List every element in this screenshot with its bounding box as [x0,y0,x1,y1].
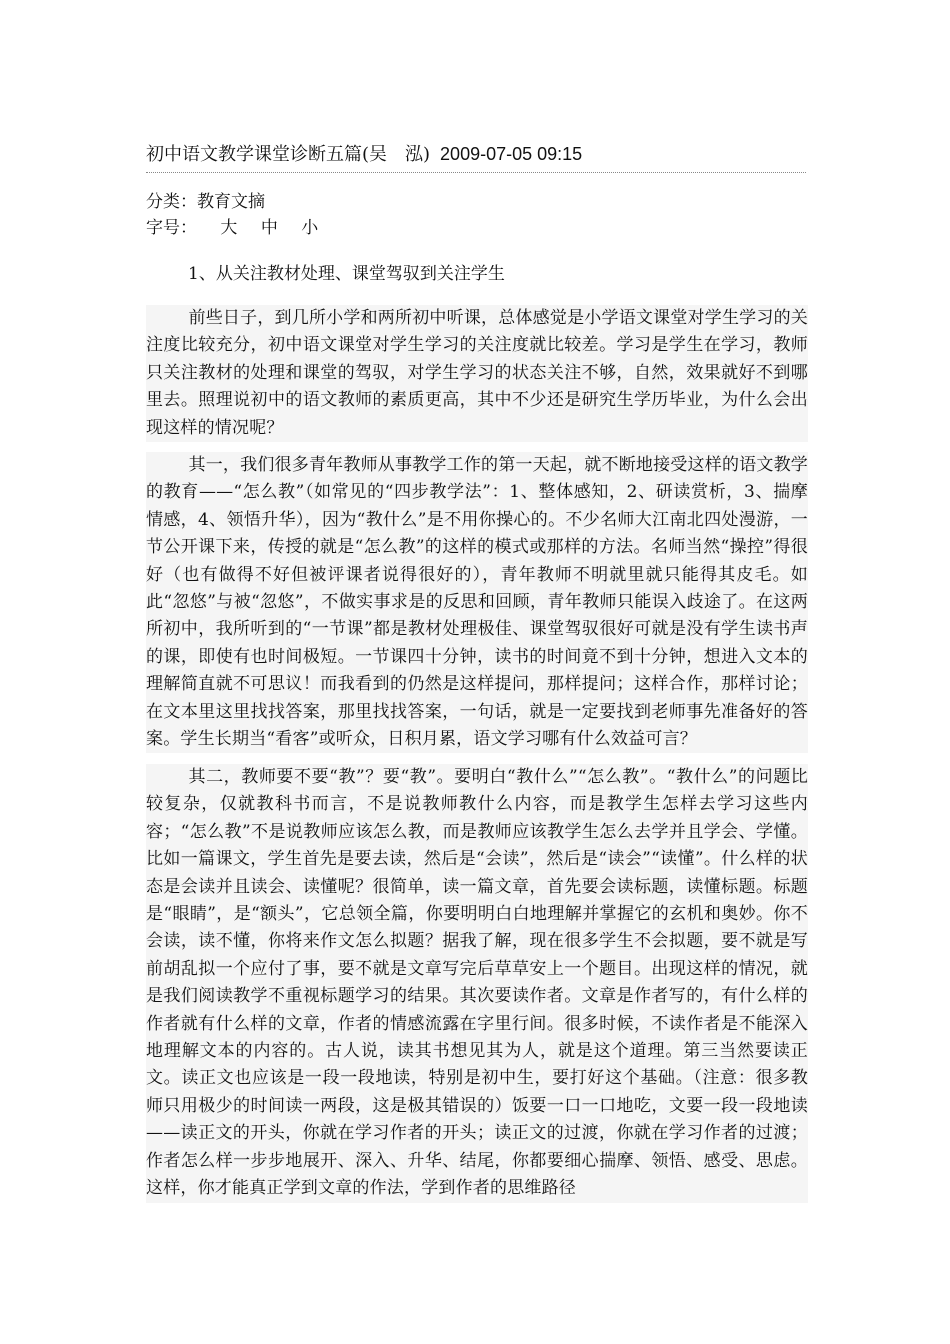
font-size-small-link[interactable]: 小 [301,218,319,238]
paragraph-block [146,305,808,442]
paragraph: 前些日子，到几所小学和两所初中听课，总体感觉是小学语文课堂对学生学习的关注度比较充分，初中语文课堂对学生学习的关注度就比较差。学习是学生在学习，教师只关注教材的处理和课堂的驾驭，对学生学习的状态关注不够，自然，效果就好不到哪里去。照理说初中的语文教师的素质更高，其中不少还是研究生学历毕业，为什么会出现这样的情况呢？ [146,308,808,438]
font-size-selector [146,216,336,240]
paragraph-block [146,452,808,753]
font-size-medium-link[interactable]: 中 [260,218,278,238]
paragraph: 其一，我们很多青年教师从事教学工作的第一天起，就不断地接受这样的语文教学的教育——“怎么教”（如常见的“四步教学法”：1、整体感知，2、研读赏析，3、揣摩情感，4、领悟升华），因为“教什么”是不用你操心的。不少名师大江南北四处漫游，一节公开课下来，传授的就是“怎么教”的这样的模式或那样的方法。名师当然“操控”得很好（也有做得不好但被评课者说得很好的），青年教师不明就里就只能得其皮毛。如此“忽悠”与被“忽悠”，不做实事求是的反思和回顾，青年教师只能误入歧途了。在这两所初中，我所听到的“一节课”都是教材处理极佳、课堂驾驭很好可就是没有学生读书声的课，即使有也时间极短。一节课四十分钟，读书的时间竟不到十分钟，想进入文本的理解简直就不可思议！而我看到的仍然是这样提问，那样提问；这样合作，那样讨论；在文本里这里找找答案，那里找找答案，一句话，就是一定要找到老师事先准备好的答案。学生长期当“看客”或听众，日积月累，语文学习哪有什么效益可言？ [146,455,808,750]
section-heading: 1、从关注教材处理、课堂驾驭到关注学生 [188,264,505,284]
article-title: 初中语文教学课堂诊断五篇(吴 泓) [146,144,431,165]
category-line: 分类：教育文摘 [146,192,265,212]
paragraph-block [146,764,808,1203]
article-title-row [146,141,806,173]
font-size-label: 字号： [146,218,197,238]
paragraph: 其二，教师要不要“教”？要“教”。要明白“教什么”“怎么教”。“教什么”的问题比较复杂，仅就教科书而言，不是说教师教什么内容，而是教学生怎样去学习这些内容；“怎么教”不是说教师应该怎么教，而是教师应该教学生怎么去学并且学会、学懂。比如一篇课文，学生首先是要去读，然后是“会读”，然后是“读会”“读懂”。什么样的状态是会读并且读会、读懂呢？很简单，读一篇文章，首先要会读标题，读懂标题。标题是“眼睛”，是“额头”，它总领全篇，你要明明白白地理解并掌握它的玄机和奥妙。你不会读，读不懂，你将来作文怎么拟题？据我了解，现在很多学生不会拟题，要不就是写前胡乱拟一个应付了事，要不就是文章写完后草草安上一个题目。出现这样的情况，就是我们阅读教学不重视标题学习的结果。其次要读作者。文章是作者写的，有什么样的作者就有什么样的文章，作者的情感流露在字里行间。很多时候，不读作者是不能深入地理解文本的内容的。古人说，读其书想见其为人，就是这个道理。第三当然要读正文。读正文也应该是一段一段地读，特别是初中生，要打好这个基础。（注意：很多教师只用极少的时间读一两段，这是极其错误的）饭要一口一口地吃，文要一段一段地读——读正文的开头，你就在学习作者的开头；读正文的过渡，你就在学习作者的过渡；作者怎么样一步步地展开、深入、升华、结尾，你都要细心揣摩、领悟、感受、思虑。这样，你才能真正学到文章的作法，学到作者的思维路径 [146,767,808,1199]
font-size-large-link[interactable]: 大 [220,218,238,238]
article-date: 2009-07-05 09:15 [440,144,583,164]
